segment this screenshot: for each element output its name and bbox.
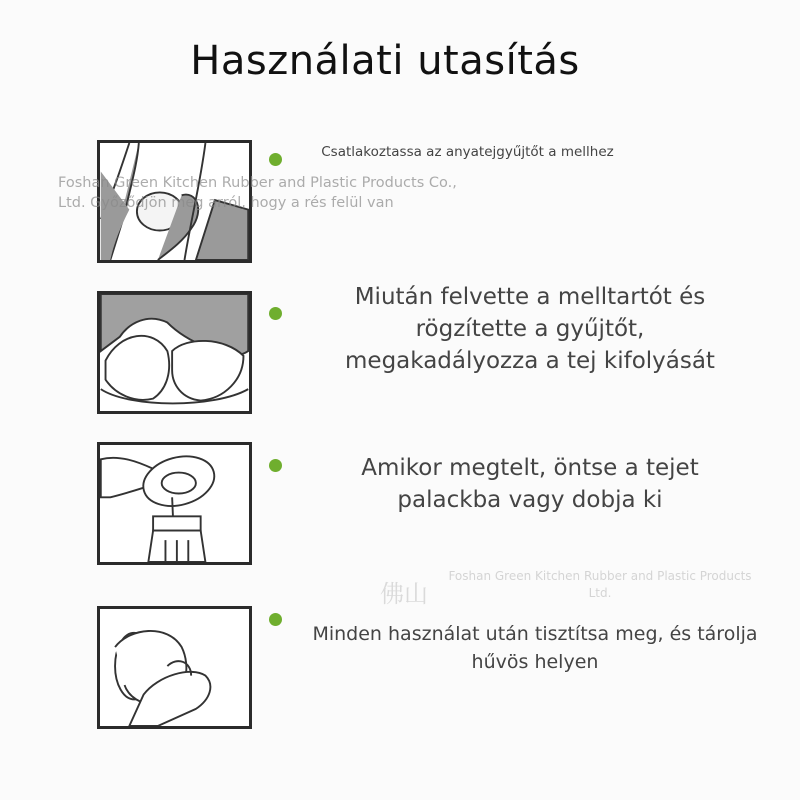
watermark-company: Foshan Green Kitchen Rubber and Plastic Products Ltd. — [448, 569, 752, 600]
step-2-bullet — [269, 307, 282, 320]
watermark-overlay-text: Foshan Green Kitchen Rubber and Plastic Products Co., Ltd. Győződjön meg arról, hogy a rés felül van — [58, 175, 457, 211]
step-4-bullet — [269, 613, 282, 626]
step-4-illustration — [97, 606, 252, 729]
clean-collector-illustration — [100, 609, 249, 726]
step-1-text: Csatlakoztassa az anyatejgyűjtőt a mellhez — [321, 144, 614, 160]
watermark-glyph: 佛山 — [380, 580, 428, 608]
wear-bra-illustration — [100, 294, 249, 411]
step-3-illustration — [97, 442, 252, 565]
step-4-text: Minden használat után tisztítsa meg, és tárolja hűvös helyen — [312, 623, 758, 673]
page-title: Használati utasítás — [190, 38, 580, 84]
step-1-bullet — [269, 153, 282, 166]
step-3-bullet — [269, 459, 282, 472]
step-3-text: Amikor megtelt, öntse a tejet palackba vagy dobja ki — [361, 455, 699, 513]
pour-milk-illustration — [100, 445, 249, 562]
step-2-illustration — [97, 291, 252, 414]
step-2-text: Miután felvette a melltartót és rögzítette a gyűjtőt, megakadályozza a tej kifolyását — [345, 284, 715, 374]
